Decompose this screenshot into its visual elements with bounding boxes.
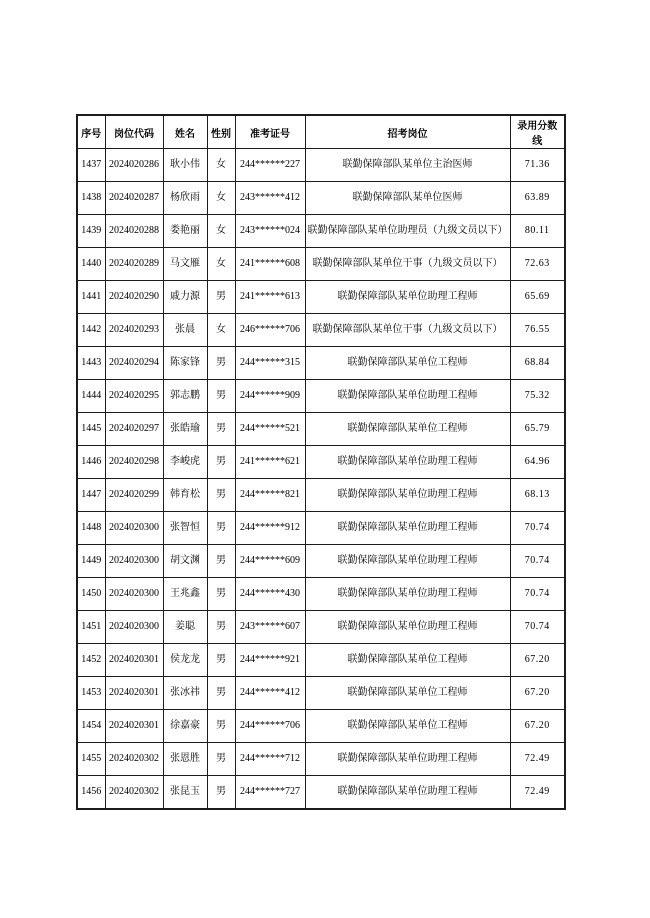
column-header-index: 序号 (77, 115, 105, 149)
cell-position: 联勤保障部队某单位工程师 (305, 644, 510, 677)
cell-name: 侯龙龙 (163, 644, 207, 677)
cell-gender: 男 (207, 281, 235, 314)
cell-ticket-number: 244******609 (235, 545, 305, 578)
cell-score: 71.36 (510, 149, 565, 182)
table-row (77, 314, 565, 347)
cell-gender: 男 (207, 512, 235, 545)
cell-name: 娄艳丽 (163, 215, 207, 248)
cell-ticket-number: 241******613 (235, 281, 305, 314)
cell-ticket-number: 244******909 (235, 380, 305, 413)
cell-job-code: 2024020288 (105, 215, 163, 248)
cell-job-code: 2024020286 (105, 149, 163, 182)
cell-score: 65.79 (510, 413, 565, 446)
cell-ticket-number: 243******607 (235, 611, 305, 644)
cell-position: 联勤保障部队某单位助理工程师 (305, 479, 510, 512)
cell-position: 联勤保障部队某单位干事（九级文员以下） (305, 314, 510, 347)
cell-index: 1446 (77, 446, 105, 479)
cell-score: 68.13 (510, 479, 565, 512)
cell-score: 70.74 (510, 611, 565, 644)
table-row (77, 512, 565, 545)
cell-gender: 男 (207, 644, 235, 677)
table-row (77, 182, 565, 215)
cell-job-code: 2024020302 (105, 776, 163, 810)
cell-index: 1453 (77, 677, 105, 710)
cell-gender: 男 (207, 413, 235, 446)
column-header-ticket-number: 准考证号 (235, 115, 305, 149)
cell-name: 张昆玉 (163, 776, 207, 810)
cell-name: 张恩胜 (163, 743, 207, 776)
cell-gender: 男 (207, 743, 235, 776)
cell-position: 联勤保障部队某单位助理工程师 (305, 776, 510, 810)
cell-score: 68.84 (510, 347, 565, 380)
cell-gender: 女 (207, 248, 235, 281)
cell-gender: 男 (207, 347, 235, 380)
cell-name: 郭志鹏 (163, 380, 207, 413)
cell-ticket-number: 246******706 (235, 314, 305, 347)
cell-job-code: 2024020287 (105, 182, 163, 215)
cell-gender: 男 (207, 380, 235, 413)
cell-name: 戚力源 (163, 281, 207, 314)
cell-index: 1452 (77, 644, 105, 677)
table-row (77, 611, 565, 644)
cell-index: 1439 (77, 215, 105, 248)
cell-gender: 男 (207, 545, 235, 578)
cell-ticket-number: 244******430 (235, 578, 305, 611)
cell-name: 韩育松 (163, 479, 207, 512)
cell-score: 65.69 (510, 281, 565, 314)
cell-name: 耿小伟 (163, 149, 207, 182)
cell-ticket-number: 241******608 (235, 248, 305, 281)
cell-position: 联勤保障部队某单位工程师 (305, 347, 510, 380)
cell-name: 张皓瑜 (163, 413, 207, 446)
cell-index: 1437 (77, 149, 105, 182)
cell-gender: 女 (207, 182, 235, 215)
cell-job-code: 2024020300 (105, 611, 163, 644)
cell-name: 胡文渊 (163, 545, 207, 578)
cell-job-code: 2024020298 (105, 446, 163, 479)
cell-name: 陈家锋 (163, 347, 207, 380)
table-row (77, 446, 565, 479)
cell-job-code: 2024020301 (105, 677, 163, 710)
cell-job-code: 2024020289 (105, 248, 163, 281)
cell-job-code: 2024020295 (105, 380, 163, 413)
cell-score: 72.49 (510, 776, 565, 810)
cell-job-code: 2024020300 (105, 578, 163, 611)
cell-position: 联勤保障部队某单位工程师 (305, 677, 510, 710)
cell-ticket-number: 244******521 (235, 413, 305, 446)
table-row (77, 677, 565, 710)
table-row (77, 479, 565, 512)
cell-score: 67.20 (510, 677, 565, 710)
cell-job-code: 2024020300 (105, 545, 163, 578)
cell-index: 1444 (77, 380, 105, 413)
cell-position: 联勤保障部队某单位主治医师 (305, 149, 510, 182)
cell-index: 1454 (77, 710, 105, 743)
cell-name: 王兆鑫 (163, 578, 207, 611)
table-row (77, 380, 565, 413)
cell-position: 联勤保障部队某单位医师 (305, 182, 510, 215)
cell-index: 1438 (77, 182, 105, 215)
cell-position: 联勤保障部队某单位助理工程师 (305, 281, 510, 314)
cell-score: 67.20 (510, 710, 565, 743)
table-row (77, 149, 565, 182)
cell-gender: 女 (207, 314, 235, 347)
cell-index: 1442 (77, 314, 105, 347)
cell-gender: 男 (207, 710, 235, 743)
cell-position: 联勤保障部队某单位助理员（九级文员以下） (305, 215, 510, 248)
cell-score: 80.11 (510, 215, 565, 248)
column-header-name: 姓名 (163, 115, 207, 149)
column-header-score-line: 录用分数线 (510, 115, 565, 149)
cell-position: 联勤保障部队某单位助理工程师 (305, 743, 510, 776)
cell-job-code: 2024020301 (105, 710, 163, 743)
cell-position: 联勤保障部队某单位干事（九级文员以下） (305, 248, 510, 281)
cell-index: 1443 (77, 347, 105, 380)
cell-index: 1445 (77, 413, 105, 446)
cell-score: 64.96 (510, 446, 565, 479)
cell-job-code: 2024020302 (105, 743, 163, 776)
cell-index: 1449 (77, 545, 105, 578)
table-row (77, 578, 565, 611)
table-row (77, 215, 565, 248)
cell-gender: 男 (207, 776, 235, 810)
cell-ticket-number: 243******024 (235, 215, 305, 248)
cell-name: 张晨 (163, 314, 207, 347)
cell-ticket-number: 244******912 (235, 512, 305, 545)
cell-name: 张智恒 (163, 512, 207, 545)
cell-index: 1455 (77, 743, 105, 776)
cell-name: 杨欣雨 (163, 182, 207, 215)
cell-ticket-number: 243******412 (235, 182, 305, 215)
cell-gender: 男 (207, 479, 235, 512)
cell-name: 张冰祎 (163, 677, 207, 710)
cell-index: 1456 (77, 776, 105, 810)
cell-position: 联勤保障部队某单位助理工程师 (305, 512, 510, 545)
table-row (77, 644, 565, 677)
cell-name: 姜聪 (163, 611, 207, 644)
cell-score: 70.74 (510, 512, 565, 545)
cell-ticket-number: 244******227 (235, 149, 305, 182)
cell-gender: 男 (207, 611, 235, 644)
cell-job-code: 2024020299 (105, 479, 163, 512)
cell-index: 1441 (77, 281, 105, 314)
cell-position: 联勤保障部队某单位助理工程师 (305, 545, 510, 578)
cell-job-code: 2024020301 (105, 644, 163, 677)
cell-job-code: 2024020297 (105, 413, 163, 446)
cell-position: 联勤保障部队某单位工程师 (305, 413, 510, 446)
cell-position: 联勤保障部队某单位助理工程师 (305, 446, 510, 479)
cell-name: 徐嘉豪 (163, 710, 207, 743)
cell-ticket-number: 244******921 (235, 644, 305, 677)
cell-job-code: 2024020293 (105, 314, 163, 347)
cell-score: 76.55 (510, 314, 565, 347)
cell-gender: 男 (207, 677, 235, 710)
cell-position: 联勤保障部队某单位助理工程师 (305, 611, 510, 644)
cell-ticket-number: 244******727 (235, 776, 305, 810)
table-row (77, 248, 565, 281)
cell-job-code: 2024020294 (105, 347, 163, 380)
cell-name: 马文雁 (163, 248, 207, 281)
table-row (77, 413, 565, 446)
cell-ticket-number: 244******706 (235, 710, 305, 743)
cell-ticket-number: 244******412 (235, 677, 305, 710)
cell-score: 63.89 (510, 182, 565, 215)
column-header-position: 招考岗位 (305, 115, 510, 149)
table-row (77, 545, 565, 578)
cell-ticket-number: 244******712 (235, 743, 305, 776)
column-header-job-code: 岗位代码 (105, 115, 163, 149)
cell-index: 1447 (77, 479, 105, 512)
cell-name: 李峻虎 (163, 446, 207, 479)
cell-gender: 男 (207, 578, 235, 611)
cell-position: 联勤保障部队某单位助理工程师 (305, 578, 510, 611)
cell-gender: 女 (207, 149, 235, 182)
cell-position: 联勤保障部队某单位助理工程师 (305, 380, 510, 413)
cell-score: 70.74 (510, 545, 565, 578)
header-row (77, 115, 565, 149)
cell-index: 1450 (77, 578, 105, 611)
table-row (77, 743, 565, 776)
table-body (77, 149, 565, 810)
cell-index: 1448 (77, 512, 105, 545)
cell-score: 72.49 (510, 743, 565, 776)
cell-job-code: 2024020290 (105, 281, 163, 314)
cell-gender: 男 (207, 446, 235, 479)
table-row (77, 281, 565, 314)
cell-ticket-number: 241******621 (235, 446, 305, 479)
cell-gender: 女 (207, 215, 235, 248)
admission-score-table (76, 114, 566, 810)
cell-score: 72.63 (510, 248, 565, 281)
cell-index: 1451 (77, 611, 105, 644)
table-row (77, 776, 565, 810)
cell-position: 联勤保障部队某单位工程师 (305, 710, 510, 743)
cell-score: 67.20 (510, 644, 565, 677)
cell-ticket-number: 244******315 (235, 347, 305, 380)
cell-index: 1440 (77, 248, 105, 281)
column-header-gender: 性别 (207, 115, 235, 149)
table-row (77, 710, 565, 743)
cell-job-code: 2024020300 (105, 512, 163, 545)
table-row (77, 347, 565, 380)
cell-score: 75.32 (510, 380, 565, 413)
cell-score: 70.74 (510, 578, 565, 611)
cell-ticket-number: 244******821 (235, 479, 305, 512)
